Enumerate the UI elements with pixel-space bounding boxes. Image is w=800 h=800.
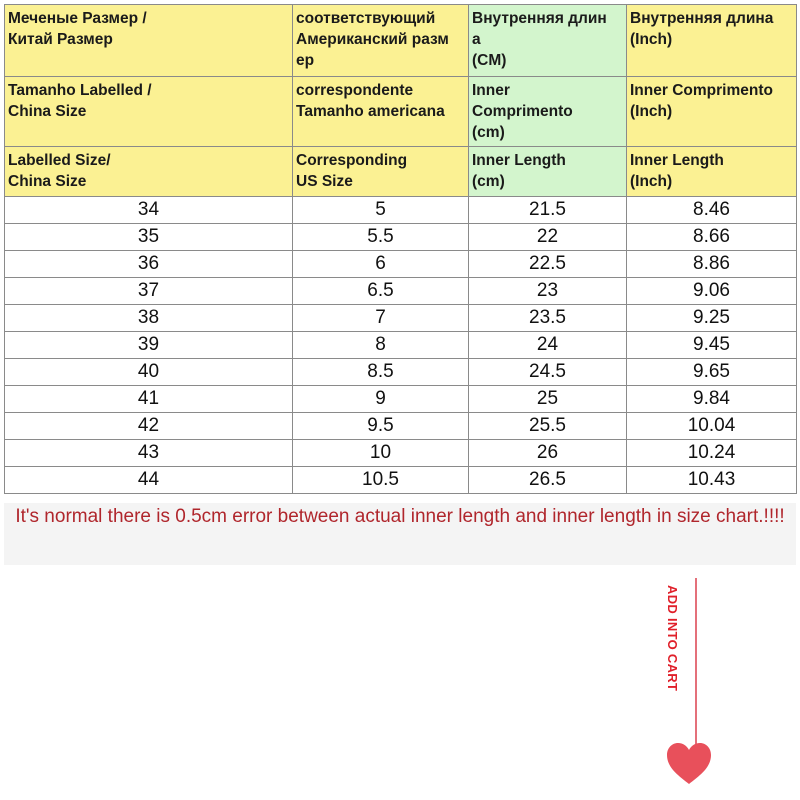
table-cell: 23.5 <box>469 305 627 332</box>
table-cell: 24.5 <box>469 359 627 386</box>
table-cell: 9 <box>293 386 469 413</box>
header-cell <box>469 147 627 197</box>
table-cell: 8 <box>293 332 469 359</box>
header-cell <box>293 147 469 197</box>
header-text: Inner Length (cm) <box>472 152 566 190</box>
header-text: Внутренняя длин а (CM) <box>472 10 607 69</box>
table-cell: 22.5 <box>469 251 627 278</box>
table-cell: 26.5 <box>469 467 627 494</box>
table-cell: 37 <box>5 278 293 305</box>
table-cell: 40 <box>5 359 293 386</box>
size-error-note: It's normal there is 0.5cm error between actual inner length and inner length in size chart.!!!! <box>4 503 796 565</box>
table-cell: 10.04 <box>627 413 797 440</box>
table-cell: 9.25 <box>627 305 797 332</box>
header-text: Внутренняя длина (Inch) <box>630 10 774 48</box>
table-cell: 23 <box>469 278 627 305</box>
table-cell: 26 <box>469 440 627 467</box>
table-cell: 10.43 <box>627 467 797 494</box>
table-cell: 22 <box>469 224 627 251</box>
cart-pointer-line <box>695 578 697 746</box>
table-cell: 10 <box>293 440 469 467</box>
header-text: correspondente Tamanho americana <box>296 82 445 120</box>
header-cell <box>469 77 627 147</box>
table-row <box>5 224 797 251</box>
header-text: Меченые Размер / Китай Размер <box>8 10 147 48</box>
table-row <box>5 332 797 359</box>
table-cell: 9.65 <box>627 359 797 386</box>
table-cell: 6.5 <box>293 278 469 305</box>
table-cell: 44 <box>5 467 293 494</box>
heart-shape <box>667 743 711 784</box>
table-cell: 8.46 <box>627 197 797 224</box>
table-row <box>5 197 797 224</box>
size-chart-body <box>5 5 797 494</box>
table-cell: 9.45 <box>627 332 797 359</box>
table-cell: 24 <box>469 332 627 359</box>
table-cell: 35 <box>5 224 293 251</box>
table-row <box>5 467 797 494</box>
table-cell: 10.24 <box>627 440 797 467</box>
table-row <box>5 386 797 413</box>
table-cell: 34 <box>5 197 293 224</box>
table-cell: 9.06 <box>627 278 797 305</box>
header-text: Tamanho Labelled / China Size <box>8 82 152 120</box>
table-cell: 41 <box>5 386 293 413</box>
header-row-russian <box>5 5 797 77</box>
table-cell: 9.84 <box>627 386 797 413</box>
header-text: Corresponding US Size <box>296 152 408 190</box>
table-cell: 5.5 <box>293 224 469 251</box>
header-cell <box>293 77 469 147</box>
header-cell <box>293 5 469 77</box>
header-cell <box>627 77 797 147</box>
heart-icon[interactable] <box>665 742 713 786</box>
header-cell <box>627 147 797 197</box>
header-text: Inner Comprimento (cm) <box>472 82 573 141</box>
size-chart-table <box>4 4 797 494</box>
table-cell: 43 <box>5 440 293 467</box>
table-row <box>5 278 797 305</box>
table-row <box>5 359 797 386</box>
header-cell <box>5 147 293 197</box>
table-cell: 9.5 <box>293 413 469 440</box>
table-cell: 8.5 <box>293 359 469 386</box>
header-text: Inner Length (Inch) <box>630 152 724 190</box>
table-cell: 42 <box>5 413 293 440</box>
table-cell: 36 <box>5 251 293 278</box>
add-into-cart-label[interactable]: ADD INTO CART <box>665 585 680 692</box>
header-text: Inner Comprimento (Inch) <box>630 82 773 120</box>
table-cell: 6 <box>293 251 469 278</box>
table-cell: 5 <box>293 197 469 224</box>
table-cell: 10.5 <box>293 467 469 494</box>
header-text: соответствующий Американский разм ер <box>296 10 449 69</box>
table-row <box>5 251 797 278</box>
table-cell: 38 <box>5 305 293 332</box>
table-row <box>5 413 797 440</box>
table-row <box>5 440 797 467</box>
table-cell: 8.66 <box>627 224 797 251</box>
table-cell: 39 <box>5 332 293 359</box>
header-cell <box>5 77 293 147</box>
table-cell: 25 <box>469 386 627 413</box>
header-cell <box>627 5 797 77</box>
table-cell: 21.5 <box>469 197 627 224</box>
table-cell: 8.86 <box>627 251 797 278</box>
header-row-english <box>5 147 797 197</box>
header-cell <box>469 5 627 77</box>
table-cell: 25.5 <box>469 413 627 440</box>
table-cell: 7 <box>293 305 469 332</box>
header-row-portuguese <box>5 77 797 147</box>
header-text: Labelled Size/ China Size <box>8 152 111 190</box>
header-cell <box>5 5 293 77</box>
table-row <box>5 305 797 332</box>
